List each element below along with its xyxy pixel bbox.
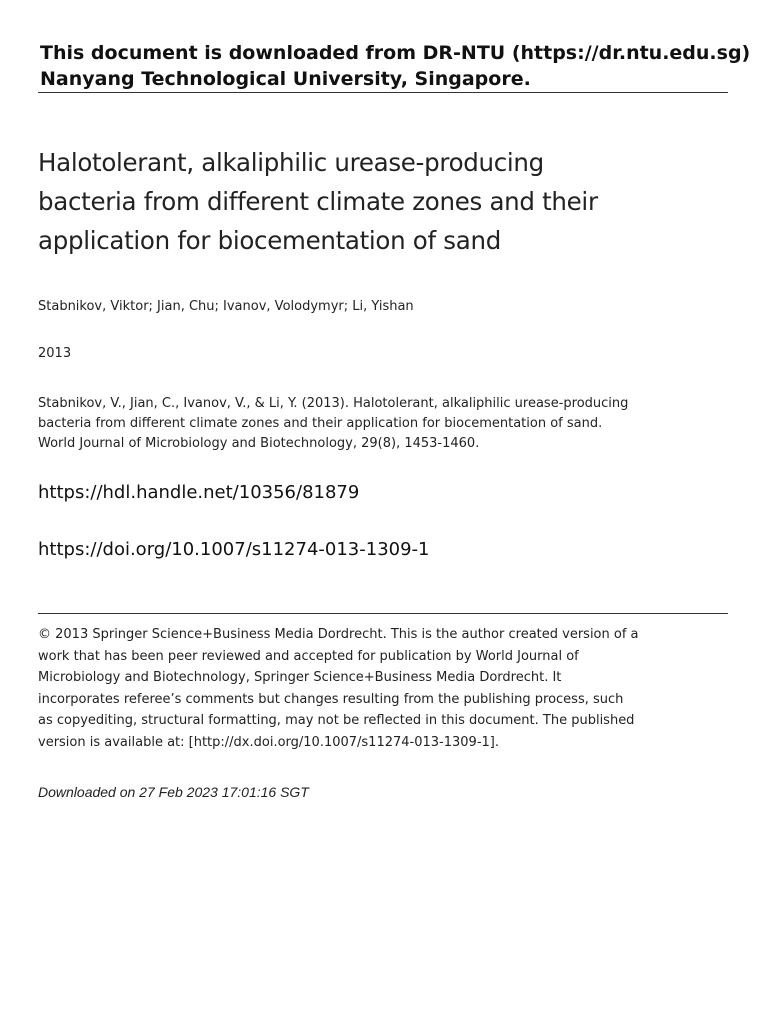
header-divider [38, 92, 728, 93]
repository-header [40, 40, 751, 94]
rights-line: version is available at: [http://dx.doi.org/10.1007/s11274‑013‑1309‑1]. [38, 734, 499, 750]
publication-year: 2013 [38, 346, 72, 361]
rights-divider [38, 613, 728, 614]
rights-statement [38, 624, 678, 753]
header-line-source: This document is downloaded from DR‑NTU (https://dr.ntu.edu.sg) [40, 42, 751, 64]
title-line: Halotolerant, alkaliphilic urease‑producing [38, 148, 544, 177]
rights-line: © 2013 Springer Science+Business Media Dordrecht. This is the author created version of a [38, 627, 639, 642]
title-line: bacteria from different climate zones and their [38, 187, 598, 216]
author-list: Stabnikov, Viktor; Jian, Chu; Ivanov, Volodymyr; Li, Yishan [38, 299, 414, 314]
citation-line: World Journal of Microbiology and Biotechnology, 29(8), 1453‑1460. [38, 436, 480, 451]
doi-link[interactable]: https://doi.org/10.1007/s11274‑013‑1309‑1 [38, 539, 430, 560]
title-line: application for biocementation of sand [38, 226, 501, 255]
citation-block [38, 394, 658, 454]
download-timestamp: Downloaded on 27 Feb 2023 17:01:16 SGT [38, 784, 309, 800]
citation-line: bacteria from different climate zones and their application for biocementation of sand. [38, 416, 603, 431]
rights-line: incorporates referee’s comments but changes resulting from the publishing process, such [38, 691, 624, 707]
rights-line: as copyediting, structural formatting, may not be reflected in this document. The published [38, 713, 635, 728]
header-line-institution: Nanyang Technological University, Singapore. [40, 68, 531, 90]
handle-link[interactable]: https://hdl.handle.net/10356/81879 [38, 482, 360, 503]
rights-line: Microbiology and Biotechnology, Springer Science+Business Media Dordrecht. It [38, 670, 562, 685]
document-title [38, 143, 698, 260]
rights-line: work that has been peer reviewed and accepted for publication by World Journal of [38, 648, 579, 664]
citation-line: Stabnikov, V., Jian, C., Ivanov, V., & Li, Y. (2013). Halotolerant, alkaliphilic urease‑producing [38, 396, 629, 411]
